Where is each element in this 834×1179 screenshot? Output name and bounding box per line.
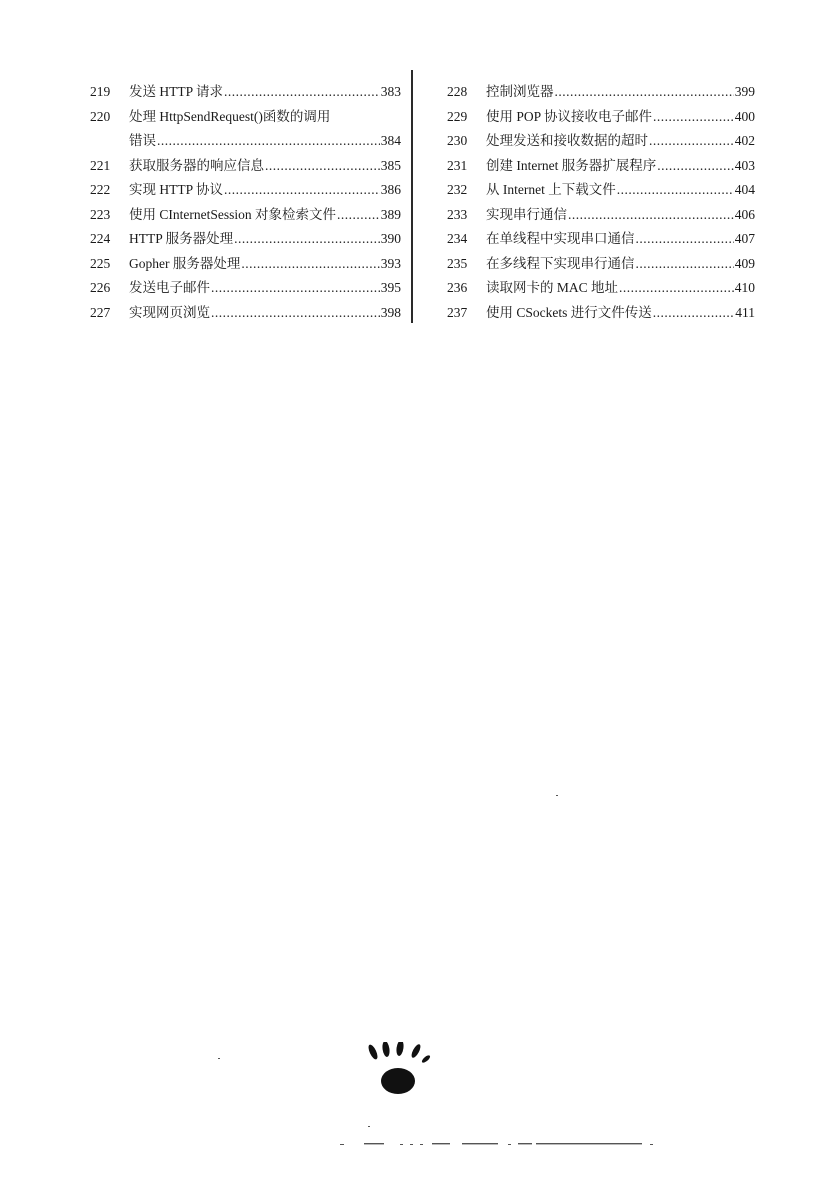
toc-entry-221[interactable]	[90, 154, 401, 179]
entry-number: 234	[447, 231, 468, 246]
toc-entry-220[interactable]	[90, 105, 401, 130]
scan-speck	[218, 1058, 220, 1059]
leader-dots	[265, 154, 380, 179]
toc-entry-235[interactable]	[447, 252, 755, 277]
toc-entry-233[interactable]	[447, 203, 755, 228]
entry-title: 发送 HTTP 请求	[129, 84, 223, 99]
entry-number: 220	[90, 108, 111, 124]
entry-title: 发送电子邮件	[129, 280, 210, 295]
entry-page: 386	[380, 182, 401, 197]
leader-dots	[211, 276, 380, 301]
leader-dots	[241, 252, 379, 277]
entry-number: 230	[447, 133, 468, 148]
leader-dots	[619, 276, 734, 301]
toc-entry-236[interactable]	[447, 276, 755, 301]
toc-right-column	[447, 80, 755, 325]
leader-dots	[653, 301, 734, 326]
entry-page: 411	[735, 304, 755, 320]
entry-title: HTTP 服务器处理	[129, 231, 234, 246]
entry-title: 使用 CInternetSession 对象检索文件	[129, 206, 336, 222]
leader-dots	[653, 105, 734, 130]
entry-number: 227	[90, 304, 111, 320]
footer-scan-line	[340, 1143, 660, 1146]
entry-title: 读取网卡的 MAC 地址	[486, 280, 619, 295]
toc-entry-223[interactable]	[90, 203, 401, 228]
entry-number: 236	[447, 280, 468, 295]
scan-speck	[556, 795, 558, 796]
entry-title: 实现串行通信	[486, 206, 567, 222]
entry-page: 383	[380, 84, 401, 99]
entry-page: 385	[380, 157, 401, 173]
toc-entry-220-continuation[interactable]	[90, 129, 401, 154]
scan-speck	[368, 1126, 370, 1127]
toc-entry-237[interactable]	[447, 301, 755, 326]
leader-dots	[636, 227, 734, 252]
entry-page: 400	[734, 108, 755, 124]
leader-dots	[555, 80, 734, 105]
leader-dots	[636, 252, 734, 277]
entry-number: 228	[447, 84, 468, 99]
entry-title-continuation: 错误	[129, 133, 156, 148]
leader-dots	[568, 203, 734, 228]
leader-dots	[224, 178, 380, 203]
entry-page: 410	[734, 280, 755, 295]
column-divider	[411, 70, 413, 323]
entry-title: 处理发送和接收数据的超时	[486, 133, 648, 148]
toc-entry-226[interactable]	[90, 276, 401, 301]
entry-number: 226	[90, 280, 111, 295]
entry-number: 233	[447, 206, 468, 222]
leader-dots	[211, 301, 380, 326]
leader-dots	[337, 203, 380, 228]
entry-title: 使用 POP 协议接收电子邮件	[486, 108, 653, 124]
entry-page: 404	[734, 182, 755, 197]
entry-title: 实现 HTTP 协议	[129, 182, 223, 197]
entry-page: 393	[380, 255, 401, 271]
toc-entry-232[interactable]	[447, 178, 755, 203]
toc-entry-230[interactable]	[447, 129, 755, 154]
leader-dots	[649, 129, 734, 154]
entry-number: 224	[90, 231, 111, 246]
entry-page: 390	[380, 231, 401, 246]
entry-title: 在单线程中实现串口通信	[486, 231, 635, 246]
entry-number: 235	[447, 255, 468, 271]
leader-dots	[157, 129, 380, 154]
entry-title: Gopher 服务器处理	[129, 255, 241, 271]
toc-entry-231[interactable]	[447, 154, 755, 179]
entry-page: 399	[734, 84, 755, 99]
entry-number: 221	[90, 157, 111, 173]
toc-entry-225[interactable]	[90, 252, 401, 277]
entry-title: 使用 CSockets 进行文件传送	[486, 304, 652, 320]
leader-dots	[224, 80, 380, 105]
entry-title: 在多线程下实现串行通信	[486, 255, 635, 271]
leader-dots	[617, 178, 734, 203]
entry-number: 237	[447, 304, 468, 320]
entry-page: 402	[734, 133, 755, 148]
leader-dots	[657, 154, 734, 179]
entry-number: 219	[90, 84, 111, 99]
toc-left-column	[90, 80, 401, 325]
entry-number: 232	[447, 182, 468, 197]
toc-entry-229[interactable]	[447, 105, 755, 130]
toc-entry-228[interactable]	[447, 80, 755, 105]
entry-title: 处理 HttpSendRequest()函数的调用	[129, 108, 331, 124]
entry-page: 403	[734, 157, 755, 173]
entry-number: 222	[90, 182, 111, 197]
entry-title: 实现网页浏览	[129, 304, 210, 320]
toc-entry-222[interactable]	[90, 178, 401, 203]
entry-page: 395	[380, 280, 401, 295]
toc-entry-227[interactable]	[90, 301, 401, 326]
entry-page: 406	[734, 206, 755, 222]
entry-title: 获取服务器的响应信息	[129, 157, 264, 173]
entry-title: 创建 Internet 服务器扩展程序	[486, 157, 657, 173]
entry-page: 407	[734, 231, 755, 246]
entry-page: 409	[734, 255, 755, 271]
entry-number: 229	[447, 108, 468, 124]
entry-page: 384	[380, 133, 401, 148]
entry-title: 从 Internet 上下载文件	[486, 182, 616, 197]
toc-entry-219[interactable]	[90, 80, 401, 105]
toc-entry-234[interactable]	[447, 227, 755, 252]
toc-entry-224[interactable]	[90, 227, 401, 252]
leader-dots	[234, 227, 380, 252]
entry-number: 231	[447, 157, 468, 173]
entry-number: 225	[90, 255, 111, 271]
entry-page: 398	[380, 304, 401, 320]
entry-page: 389	[380, 206, 401, 222]
entry-number: 223	[90, 206, 111, 222]
entry-title: 控制浏览器	[486, 84, 554, 99]
paw-print-icon	[364, 1042, 434, 1096]
